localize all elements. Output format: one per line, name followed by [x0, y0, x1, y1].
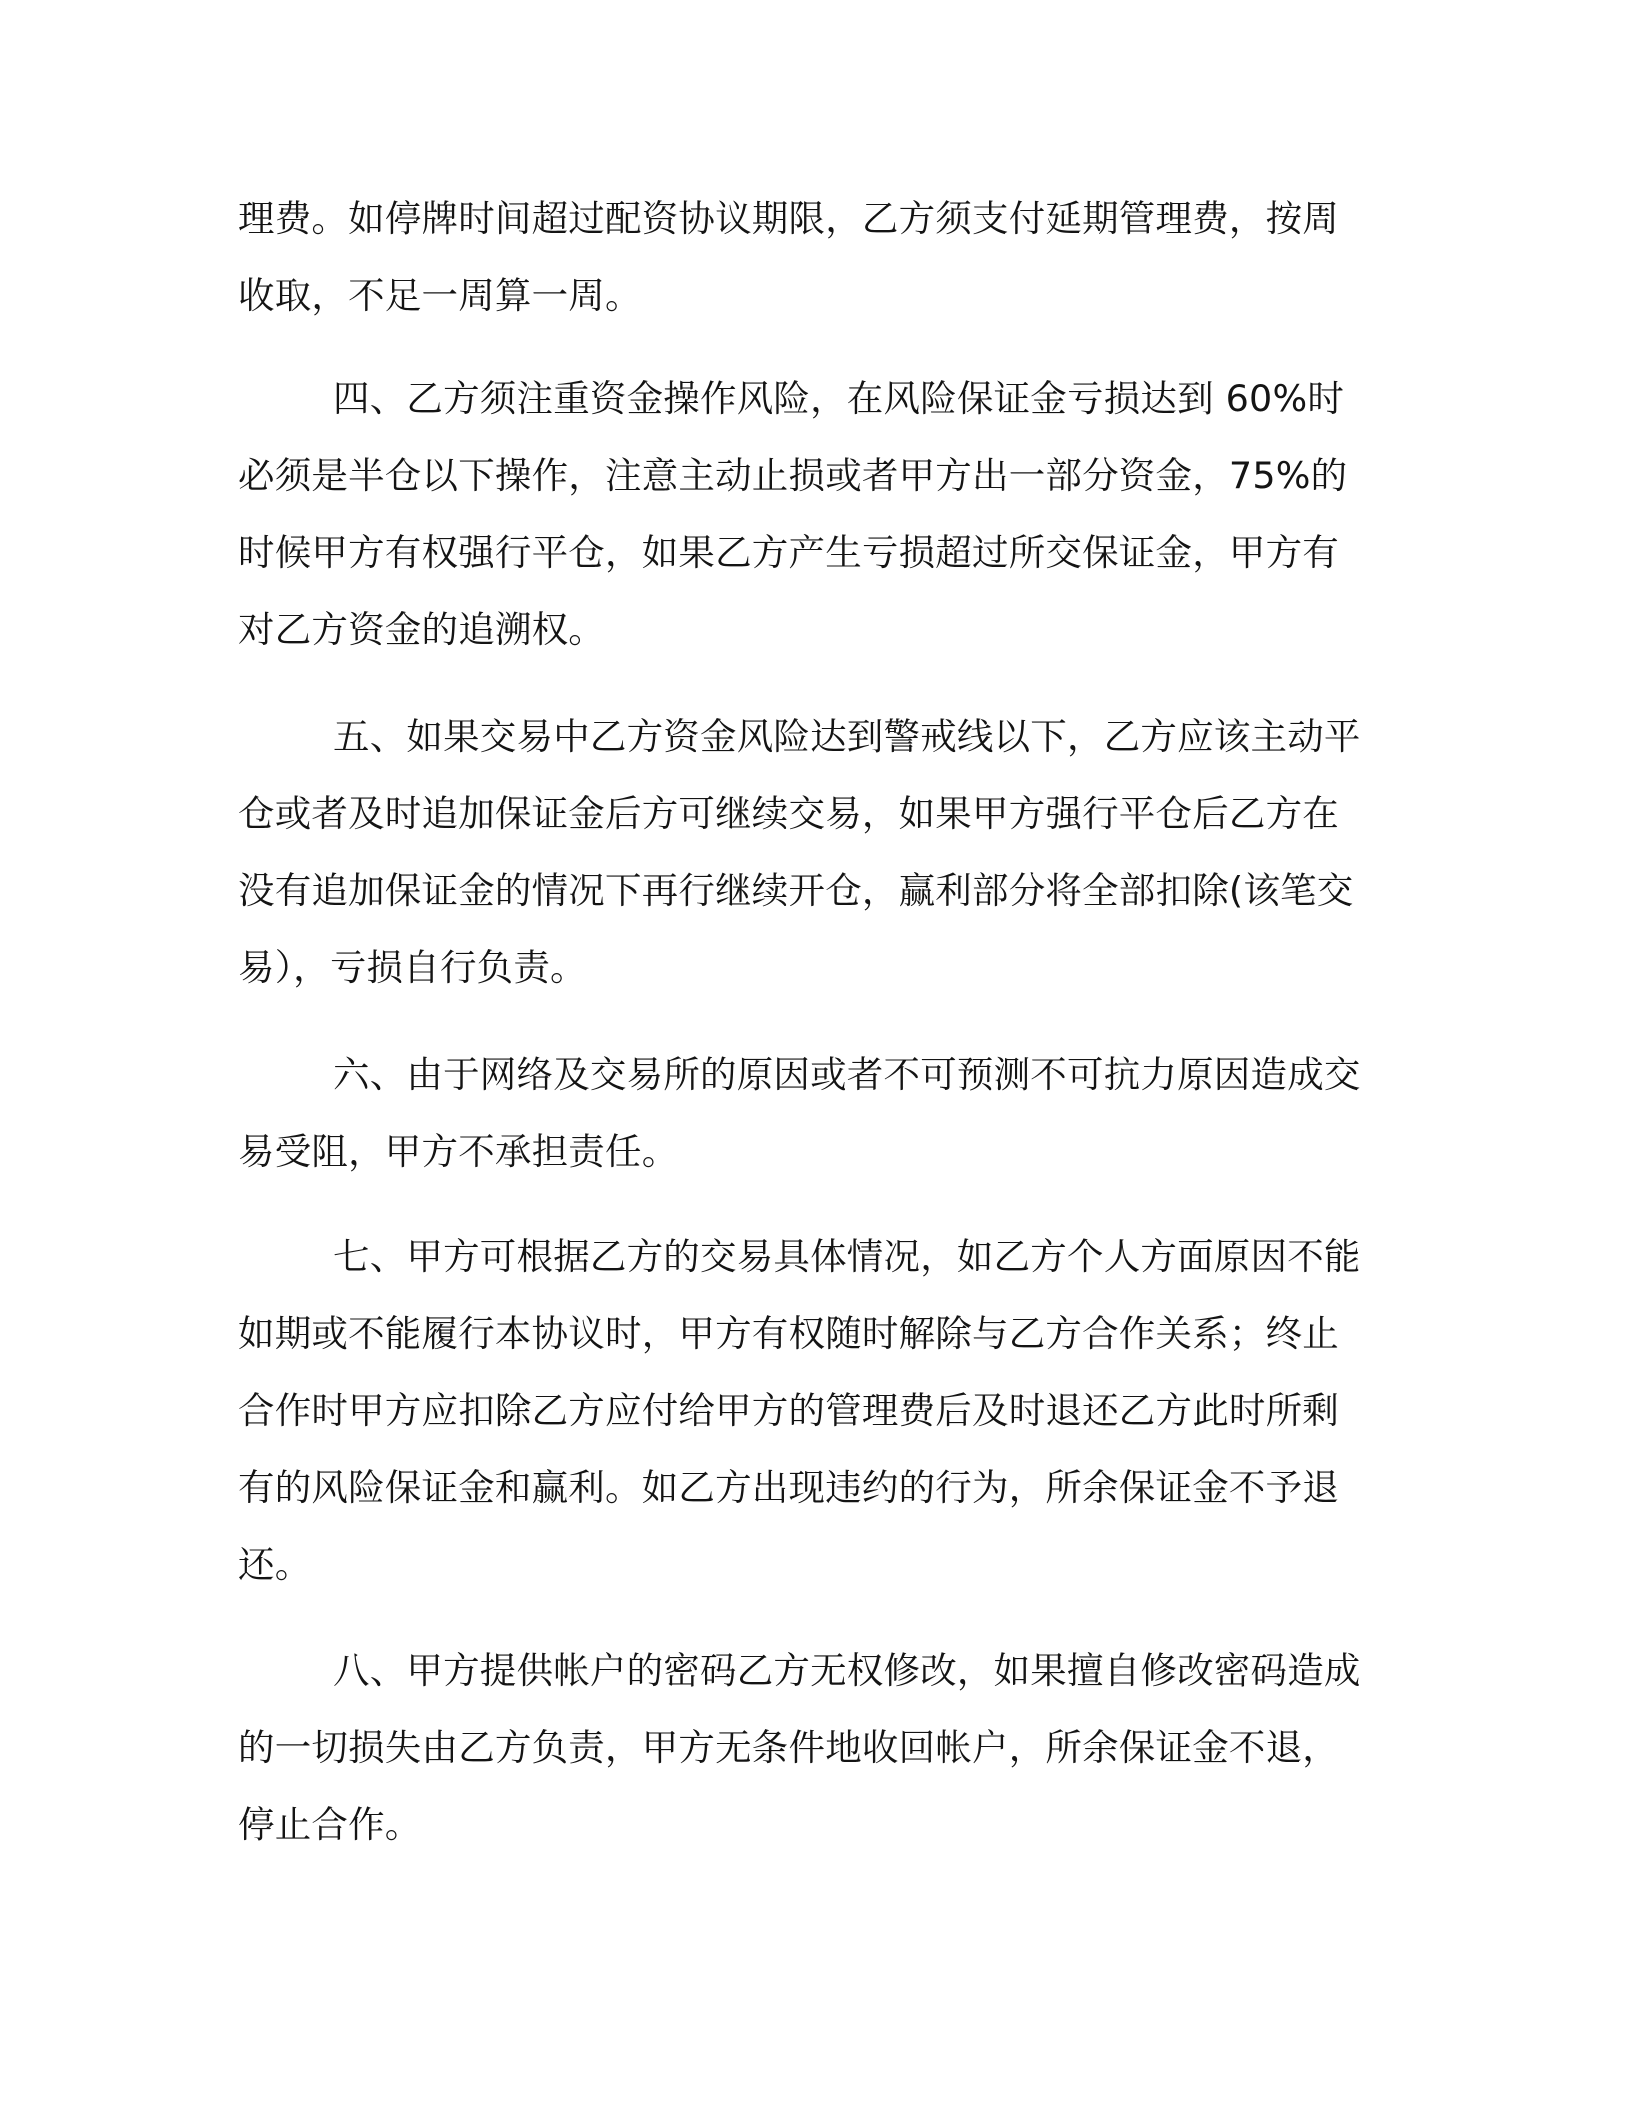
text-line: 四、乙方须注重资金操作风险，在风险保证金亏损达到 60%时: [333, 377, 1345, 420]
paragraph-clause-8: [238, 1632, 1378, 1863]
text-line: 没有追加保证金的情况下再行继续开仓，赢利部分将全部扣除(该笔交: [238, 869, 1354, 912]
paragraph-clause-7: [238, 1218, 1378, 1603]
text-line: 理费。如停牌时间超过配资协议期限，乙方须支付延期管理费，按周: [238, 197, 1339, 240]
paragraph-clause-3-continued: [238, 180, 1378, 334]
text-line: 仓或者及时追加保证金后方可继续交易，如果甲方强行平仓后乙方在: [238, 792, 1339, 835]
text-line: 易），亏损自行负责。: [238, 946, 587, 989]
text-line: 有的风险保证金和赢利。如乙方出现违约的行为，所余保证金不予退: [238, 1466, 1339, 1509]
text-line: 收取，不足一周算一周。: [238, 274, 642, 317]
paragraph-clause-5: [238, 698, 1378, 1006]
paragraph-clause-6: [238, 1036, 1378, 1190]
text-line: 还。: [238, 1543, 312, 1586]
text-line: 六、由于网络及交易所的原因或者不可预测不可抗力原因造成交: [333, 1053, 1361, 1096]
text-line: 如期或不能履行本协议时，甲方有权随时解除与乙方合作关系；终止: [238, 1312, 1339, 1355]
text-line: 八、甲方提供帐户的密码乙方无权修改，如果擅自修改密码造成: [333, 1649, 1361, 1692]
text-line: 合作时甲方应扣除乙方应付给甲方的管理费后及时退还乙方此时所剩: [238, 1389, 1339, 1432]
text-line: 停止合作。: [238, 1803, 422, 1846]
text-line: 的一切损失由乙方负责，甲方无条件地收回帐户，所余保证金不退，: [238, 1726, 1339, 1769]
text-line: 对乙方资金的追溯权。: [238, 608, 605, 651]
text-line: 五、如果交易中乙方资金风险达到警戒线以下，乙方应该主动平: [333, 715, 1361, 758]
text-line: 时候甲方有权强行平仓，如果乙方产生亏损超过所交保证金，甲方有: [238, 531, 1339, 574]
text-line: 必须是半仓以下操作，注意主动止损或者甲方出一部分资金，75%的: [238, 454, 1348, 497]
text-line: 易受阻，甲方不承担责任。: [238, 1130, 679, 1173]
paragraph-clause-4: [238, 360, 1378, 668]
text-line: 七、甲方可根据乙方的交易具体情况，如乙方个人方面原因不能: [333, 1235, 1361, 1278]
